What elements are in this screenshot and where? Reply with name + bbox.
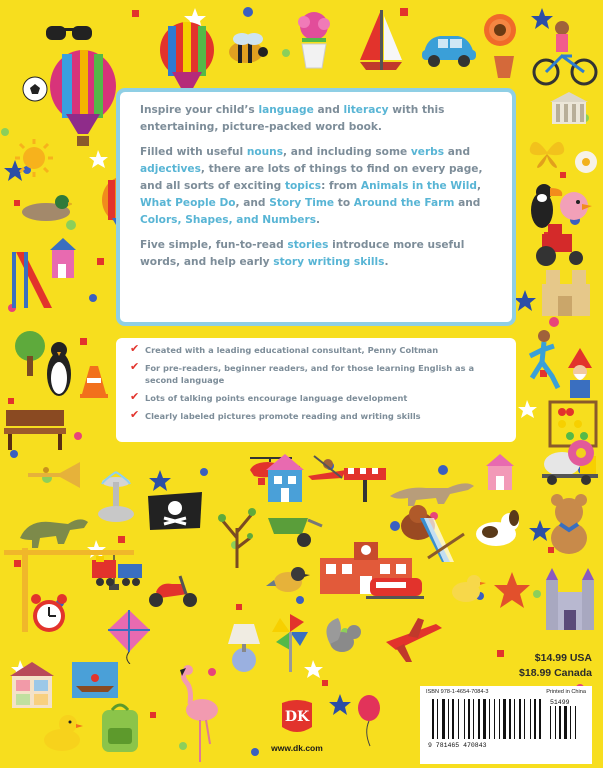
checkmark-icon: ✔: [130, 360, 140, 373]
checkmark-icon: ✔: [130, 342, 140, 355]
description-box: [116, 88, 516, 326]
checkmark-icon: ✔: [130, 408, 140, 421]
feature-text: For pre-readers, beginner readers, and for those learning English as a second language: [145, 363, 475, 385]
sailboat-icon: [356, 6, 406, 76]
text-run: .: [384, 256, 389, 268]
text-run: to: [334, 197, 354, 209]
tree-icon: [12, 328, 48, 378]
features-box: [116, 338, 516, 442]
dollhouse-icon: [8, 660, 56, 710]
highlighted-word: literacy: [343, 104, 389, 116]
text-run: Five simple, fun-to-read: [140, 239, 288, 251]
slide-icon: [6, 248, 56, 312]
fountain-icon: [96, 470, 136, 526]
text-run: , and including some: [283, 146, 411, 158]
canoe-icon: [70, 660, 120, 700]
list-item: [130, 362, 506, 386]
traffic-cone-icon: [80, 364, 108, 398]
butterfly-icon: [526, 136, 568, 170]
duck-icon: [18, 192, 72, 222]
checkmark-icon: ✔: [130, 390, 140, 403]
feature-text: Clearly labeled pictures promote reading and writing skills: [145, 411, 421, 421]
flower-pot-icon: [294, 12, 334, 70]
text-run: ,: [476, 180, 481, 192]
teddy-bear-icon: [540, 492, 598, 556]
sunglasses-icon: [44, 22, 94, 44]
highlighted-word: story writing skills: [273, 256, 385, 268]
rubber-duck-icon: [40, 712, 84, 752]
runner-icon: [522, 328, 562, 392]
bench-icon: [2, 406, 68, 452]
dog-icon: [466, 504, 522, 554]
house-icon: [264, 452, 306, 504]
balloon-icon: [356, 694, 382, 748]
trumpet-icon: [24, 460, 84, 490]
text-run: Filled with useful: [140, 146, 247, 158]
penguin-icon: [44, 340, 74, 398]
highlighted-word: What People Do: [140, 197, 236, 209]
isbn: ISBN 978-1-4654-7084-3: [426, 689, 489, 695]
gerbera-icon: [574, 150, 598, 174]
train-icon: [366, 574, 424, 602]
bird-icon: [266, 560, 312, 600]
pinwheel-icon: [270, 612, 310, 674]
flower-pot-icon: [492, 54, 516, 80]
highlighted-word: Around the Farm: [353, 197, 455, 209]
list-item: [130, 410, 506, 422]
publisher-logo-text: DK: [284, 709, 310, 725]
cafe-table-icon: [340, 464, 390, 506]
text-run: and: [454, 197, 481, 209]
list-item: [130, 344, 506, 356]
gerbera-icon: [566, 438, 596, 468]
hot-air-balloon-icon: [48, 50, 118, 150]
highlighted-word: Story Time: [269, 197, 335, 209]
text-run: and: [444, 146, 471, 158]
barcode: [420, 686, 592, 764]
text-run: and: [313, 104, 344, 116]
backpack-icon: [96, 700, 144, 754]
highlighted-word: language: [258, 104, 314, 116]
price-canada: $18.99 Canada: [519, 667, 592, 679]
starfish-icon: [492, 570, 532, 610]
sandcastle-icon: [536, 264, 596, 318]
squirrel-icon: [324, 614, 374, 660]
chick-icon: [450, 572, 486, 604]
barcode-addon: 51499: [550, 699, 570, 706]
highlighted-word: Animals in the Wild: [360, 180, 477, 192]
scooter-icon: [146, 572, 200, 610]
printed-in: Printed in China: [546, 689, 586, 695]
gnome-icon: [562, 346, 598, 400]
tree-icon: [214, 498, 260, 570]
castle-icon: [542, 566, 598, 632]
text-run: with this entertaining, picture-packed word book.: [140, 104, 445, 133]
airplane-icon: [382, 614, 446, 666]
text-run: , there are lots of things to find on every page, and all sorts of exciting: [140, 163, 483, 192]
text-run: , and: [235, 197, 270, 209]
deck-chair-icon: [414, 514, 470, 568]
publisher-website: www.dk.com: [271, 743, 323, 753]
car-icon: [418, 28, 478, 68]
features-list: [130, 344, 506, 422]
text-run: introduce more useful words, and help early: [140, 239, 465, 268]
description-paragraph-3: [140, 237, 496, 271]
alarm-clock-icon: [30, 592, 68, 636]
text-run: Inspire your child’s: [140, 104, 259, 116]
cyclist-icon: [532, 18, 598, 88]
highlighted-word: verbs: [410, 146, 445, 158]
lamp-icon: [226, 620, 262, 674]
feature-text: Lots of talking points encourage language development: [145, 393, 408, 403]
barcode-bars: [426, 697, 586, 749]
dk-logo: [280, 697, 314, 737]
tractor-icon: [528, 222, 588, 268]
text-run: .: [316, 214, 321, 226]
barcode-number: 9 781465 470843: [428, 742, 487, 749]
highlighted-word: adjectives: [140, 163, 201, 175]
sun-icon: [14, 138, 54, 178]
highlighted-word: stories: [287, 239, 329, 251]
building-icon: [548, 90, 590, 128]
house-icon: [484, 452, 516, 492]
description-paragraph-2: [140, 144, 496, 229]
wheelbarrow-icon: [264, 510, 324, 550]
feature-text: Created with a leading educational consultant, Penny Coltman: [145, 345, 439, 355]
highlighted-word: Colors, Shapes, and Numbers: [140, 214, 317, 226]
flamingo-icon: [178, 664, 228, 764]
text-run: : from: [321, 180, 361, 192]
description-paragraph-1: [140, 102, 496, 136]
pirate-flag-icon: [146, 488, 206, 538]
highlighted-word: nouns: [246, 146, 284, 158]
bee-icon: [224, 30, 270, 70]
train-icon: [88, 554, 148, 588]
gerbera-icon: [482, 12, 518, 48]
list-item: [130, 392, 506, 404]
price-usa: $14.99 USA: [534, 652, 592, 664]
soccer-ball-icon: [22, 76, 48, 102]
kite-icon: [106, 608, 152, 664]
highlighted-word: topics: [284, 180, 322, 192]
